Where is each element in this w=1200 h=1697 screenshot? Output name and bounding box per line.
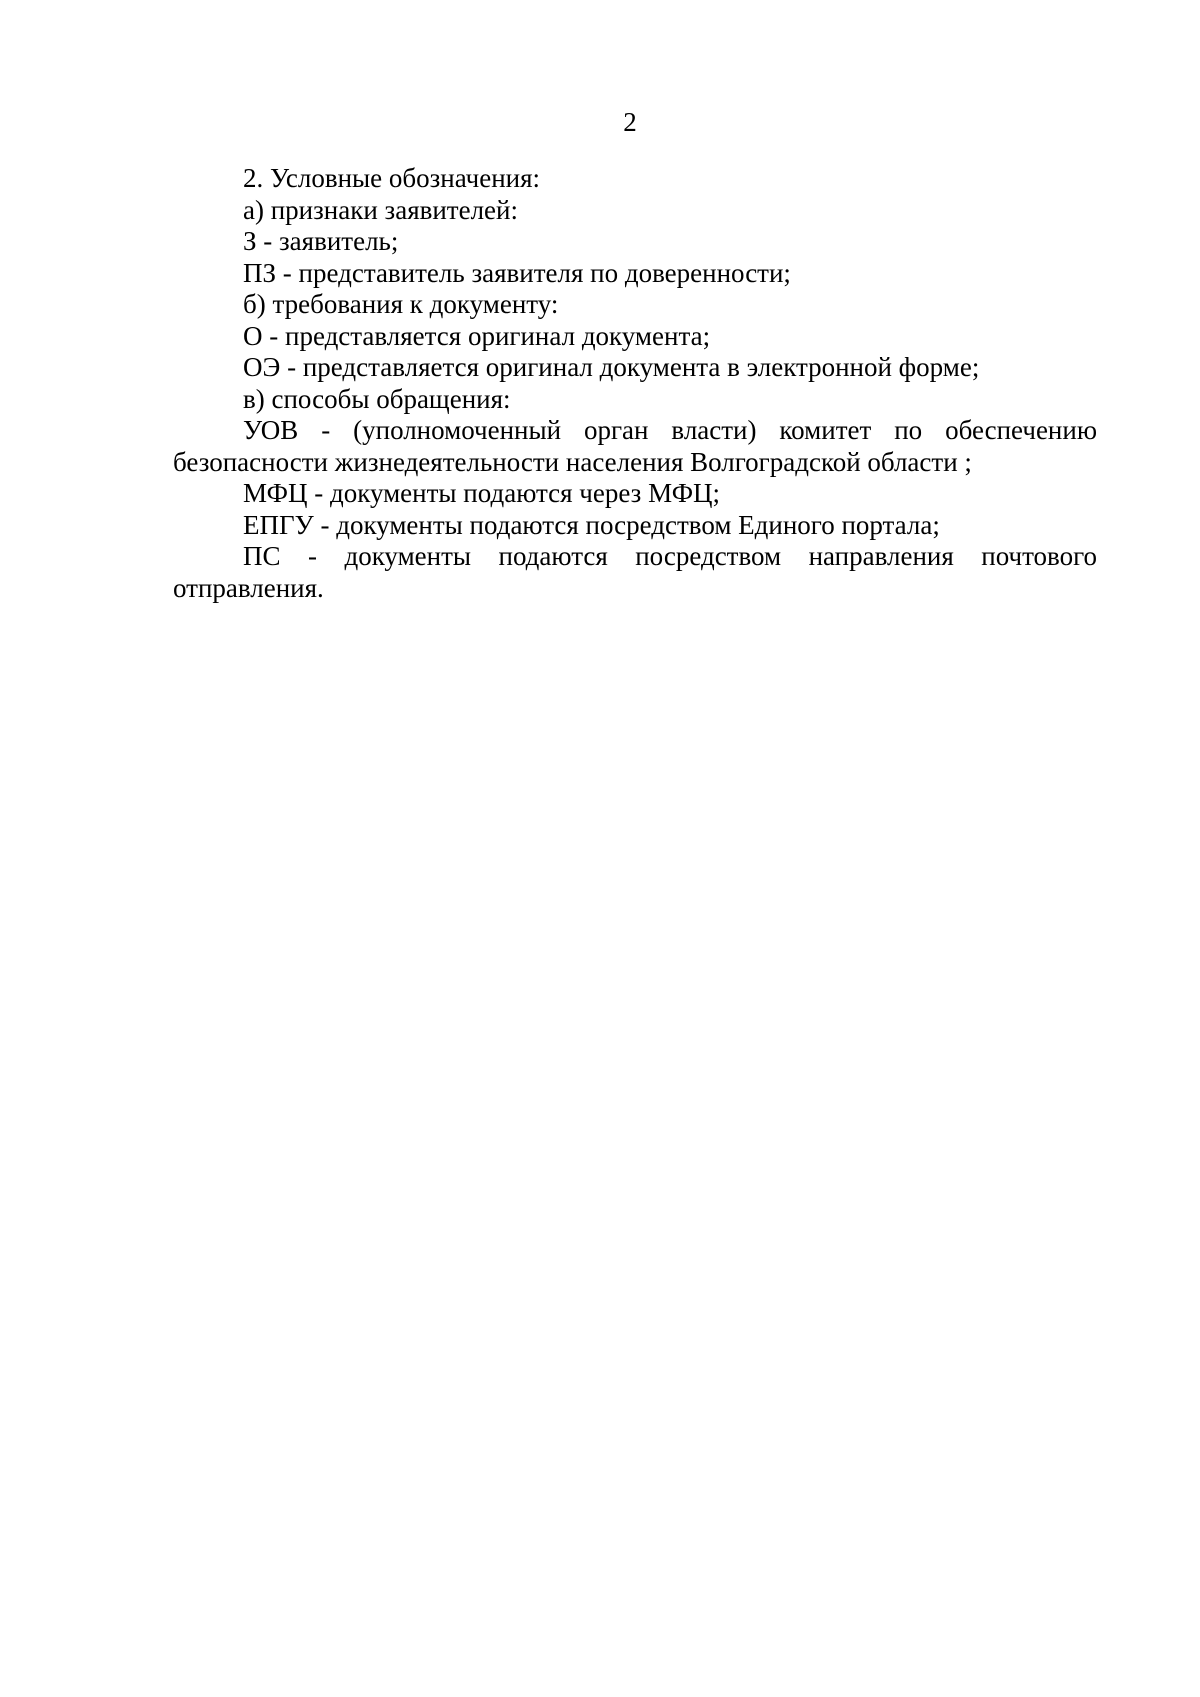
item-mfc: МФЦ - документы подаются через МФЦ; xyxy=(243,478,721,508)
item-applicant: З - заявитель; xyxy=(243,226,399,256)
item-uov: УОВ - (уполномоченный орган власти) комитет по обеспечению безопасности жизнедеятельности населения Волгоградской области ; xyxy=(173,415,1097,477)
item-document-requirements: б) требования к документу: xyxy=(243,289,559,319)
item-submission-methods: в) способы обращения: xyxy=(243,383,511,414)
item-ps: ПС - документы подаются посредством направления почтового отправления. xyxy=(173,541,1097,603)
item-epgu: ЕПГУ - документы подаются посредством Единого портала; xyxy=(243,509,940,540)
item-original: О - представляется оригинал документа; xyxy=(243,320,711,351)
page-number: 2 xyxy=(623,107,637,137)
item-representative: ПЗ - представитель заявителя по доверенности; xyxy=(243,257,791,288)
document-body xyxy=(173,163,1097,604)
item-applicant-features: а) признаки заявителей: xyxy=(243,194,518,225)
section-heading: 2. Условные обозначения: xyxy=(243,163,541,193)
item-electronic-original: ОЭ - представляется оригинал документа в электронной форме; xyxy=(243,352,980,382)
